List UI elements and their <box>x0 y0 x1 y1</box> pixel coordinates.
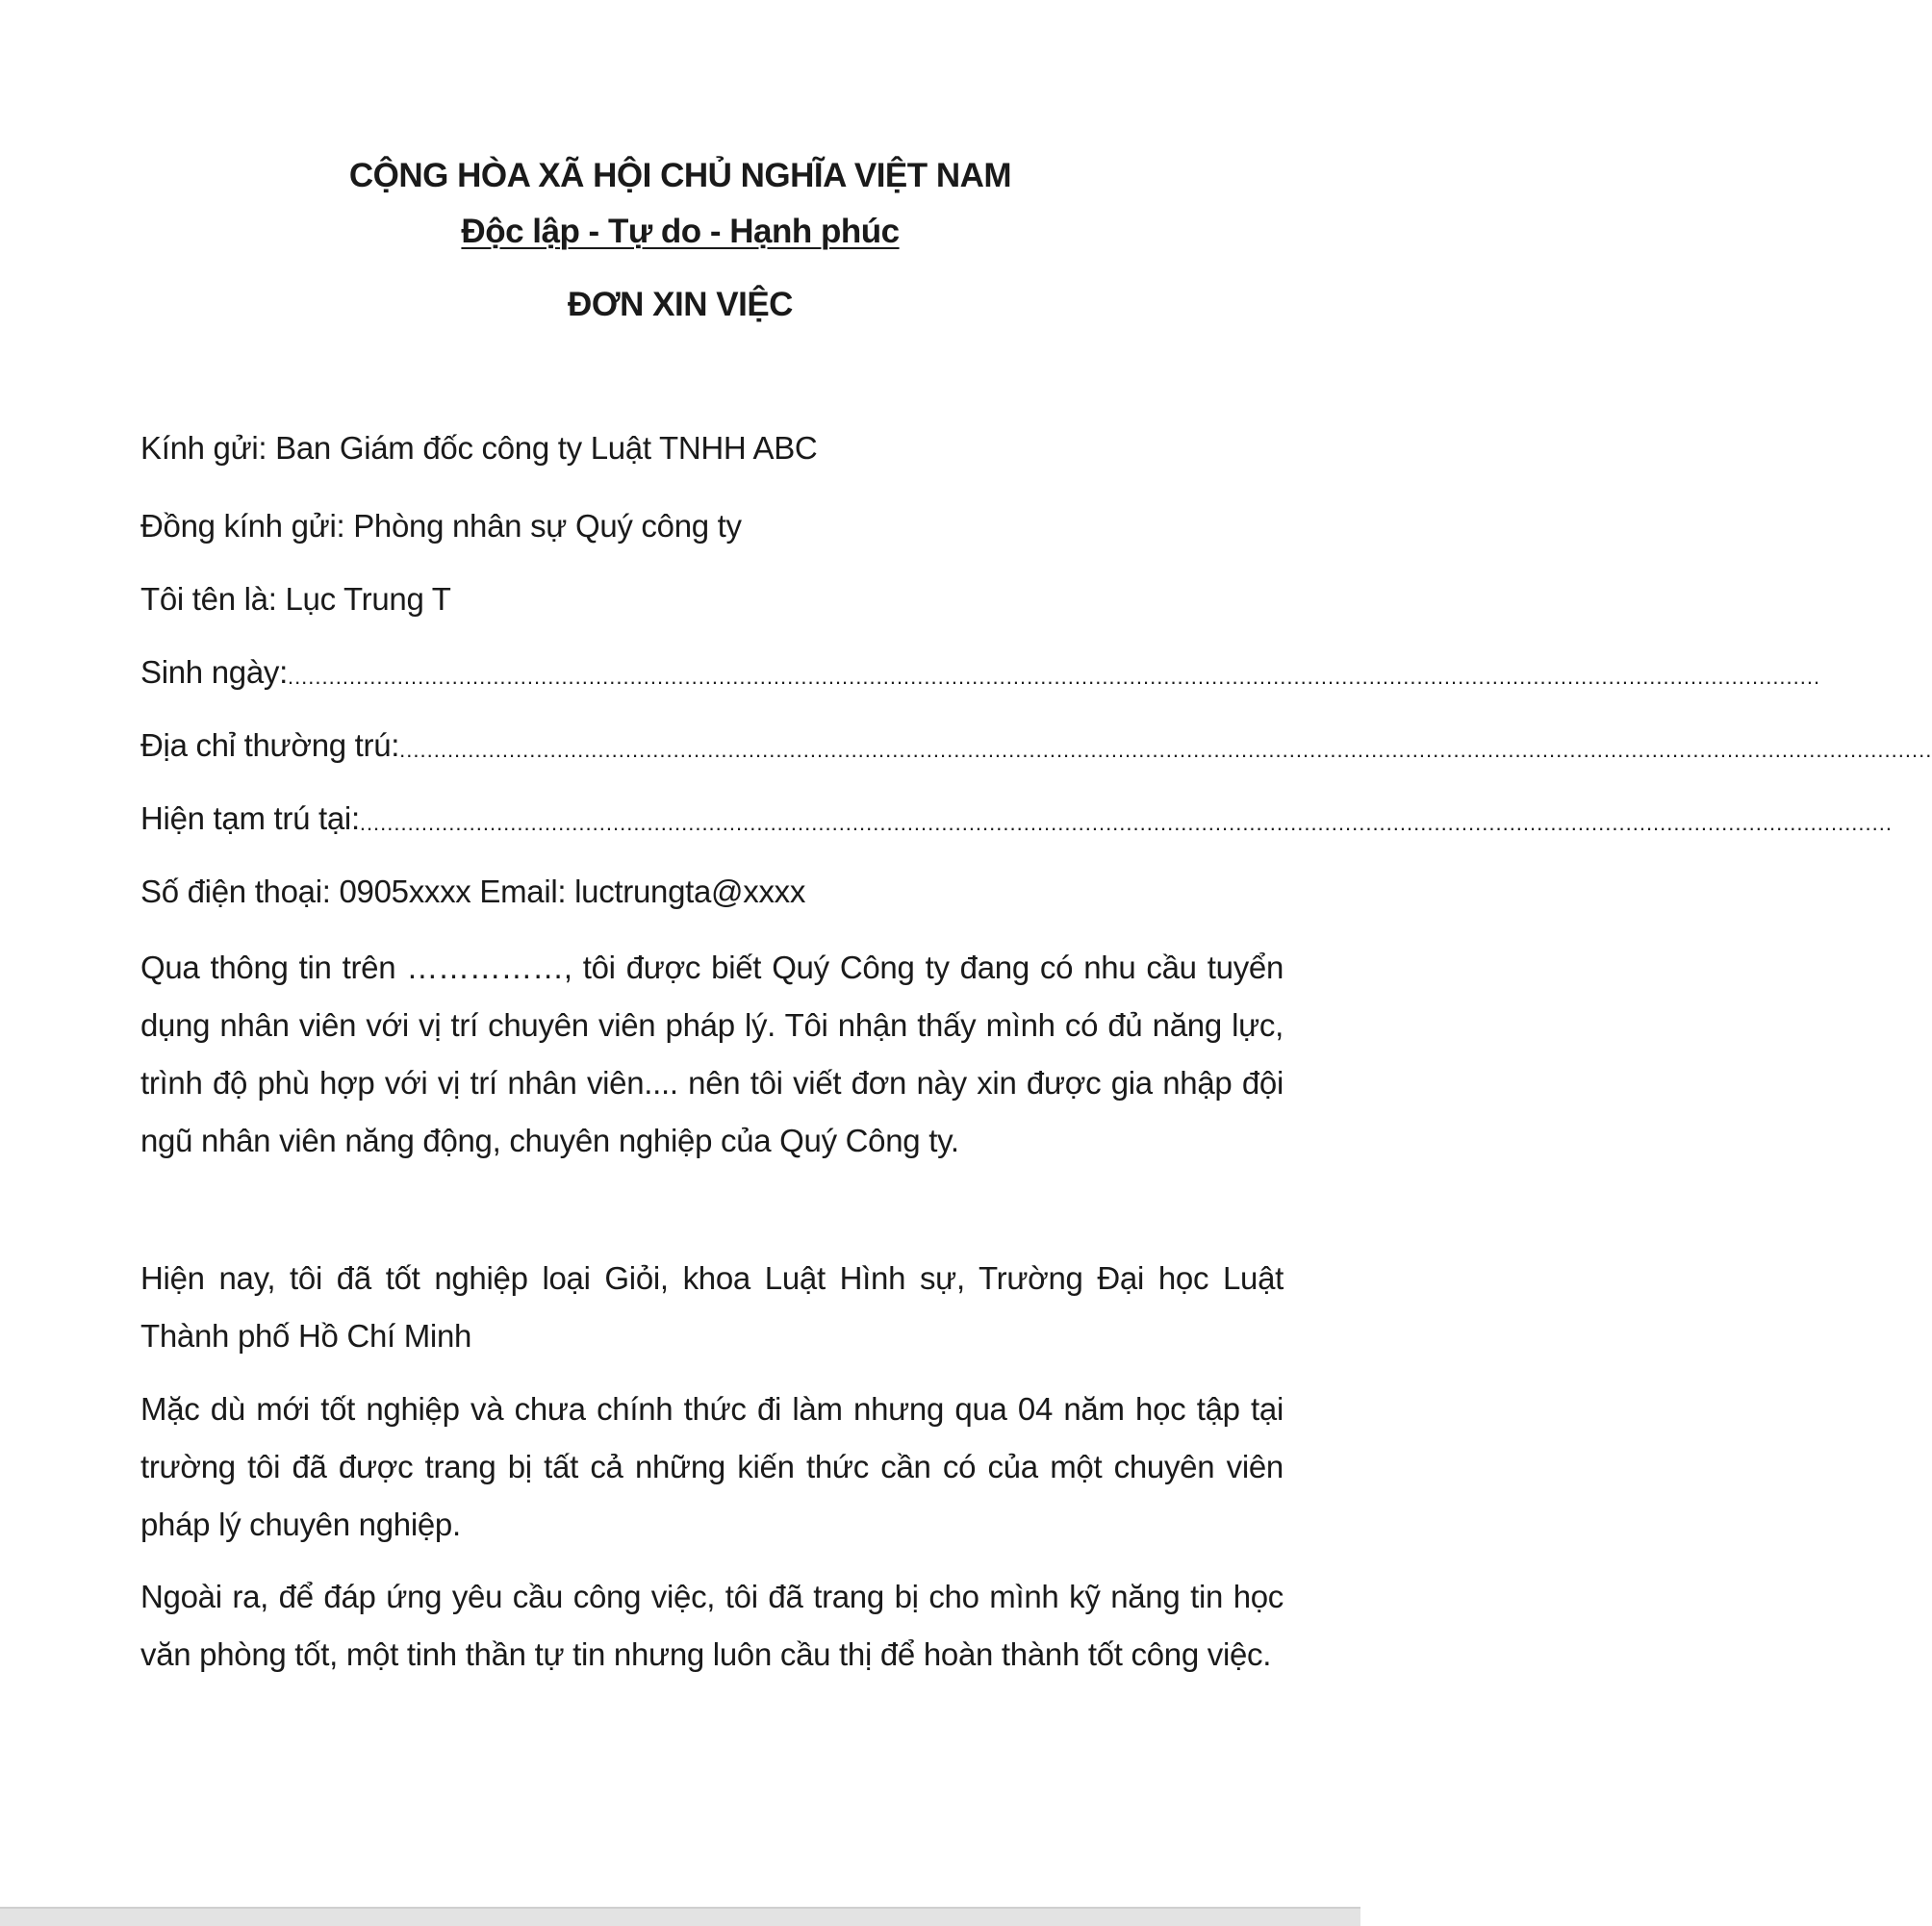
contact-line: Số điện thoại: 0905xxxx Email: luctrungta@xxxx <box>140 874 806 909</box>
document-title: ĐƠN XIN VIỆC <box>568 286 793 323</box>
national-title: CỘNG HÒA XÃ HỘI CHỦ NGHĨA VIỆT NAM <box>348 157 1012 194</box>
temporary-address-label: Hiện tạm trú tại: <box>140 800 360 836</box>
paragraph-experience: Mặc dù mới tốt nghiệp và chưa chính thức đi làm nhưng qua 04 năm học tập tại trường tôi đã được trang bị tất cả những kiến thức cần có của một chuyên viên pháp lý chuyên nghiệp. <box>140 1391 1284 1542</box>
paragraph-skills: Ngoài ra, để đáp ứng yêu cầu công việc, tôi đã trang bị cho mình kỹ năng tin học văn phòng tốt, một tinh thần tự tin nhưng luôn cầu thị để hoàn thành tốt công việc. <box>140 1579 1284 1672</box>
temporary-address-blank: ................................................................................................................................................................................................................................ <box>359 811 1893 835</box>
date-of-birth-blank: ................................................................................................................................................................................................................................ <box>287 665 1821 689</box>
cc-recipient-line: Đồng kính gửi: Phòng nhân sự Quý công ty <box>140 508 742 544</box>
recipient-line: Kính gửi: Ban Giám đốc công ty Luật TNHH ABC <box>140 430 818 466</box>
date-of-birth-line <box>140 654 1821 693</box>
permanent-address-label: Địa chỉ thường trú: <box>140 727 400 763</box>
permanent-address-blank: ................................................................................................................................................................................................................................ <box>399 738 1932 762</box>
permanent-address-line <box>140 727 1932 766</box>
date-of-birth-label: Sinh ngày: <box>140 654 288 690</box>
temporary-address-line <box>140 800 1893 839</box>
applicant-name-line: Tôi tên là: Lục Trung T <box>140 581 451 617</box>
paragraph-intro: Qua thông tin trên ……………, tôi được biết Quý Công ty đang có nhu cầu tuyển dụng nhân viên với vị trí chuyên viên pháp lý. Tôi nhận thấy mình có đủ năng lực, trình độ phù hợp với vị trí nhân viên.... nên tôi viết đơn này xin được gia nhập đội ngũ nhân viên năng động, chuyên nghiệp của Quý Công ty. <box>140 950 1284 1158</box>
page-bottom-edge <box>0 1907 1360 1926</box>
paragraph-education: Hiện nay, tôi đã tốt nghiệp loại Giỏi, khoa Luật Hình sự, Trường Đại học Luật Thành phố Hồ Chí Minh <box>140 1260 1284 1354</box>
national-motto: Độc lập - Tự do - Hạnh phúc <box>461 213 900 250</box>
